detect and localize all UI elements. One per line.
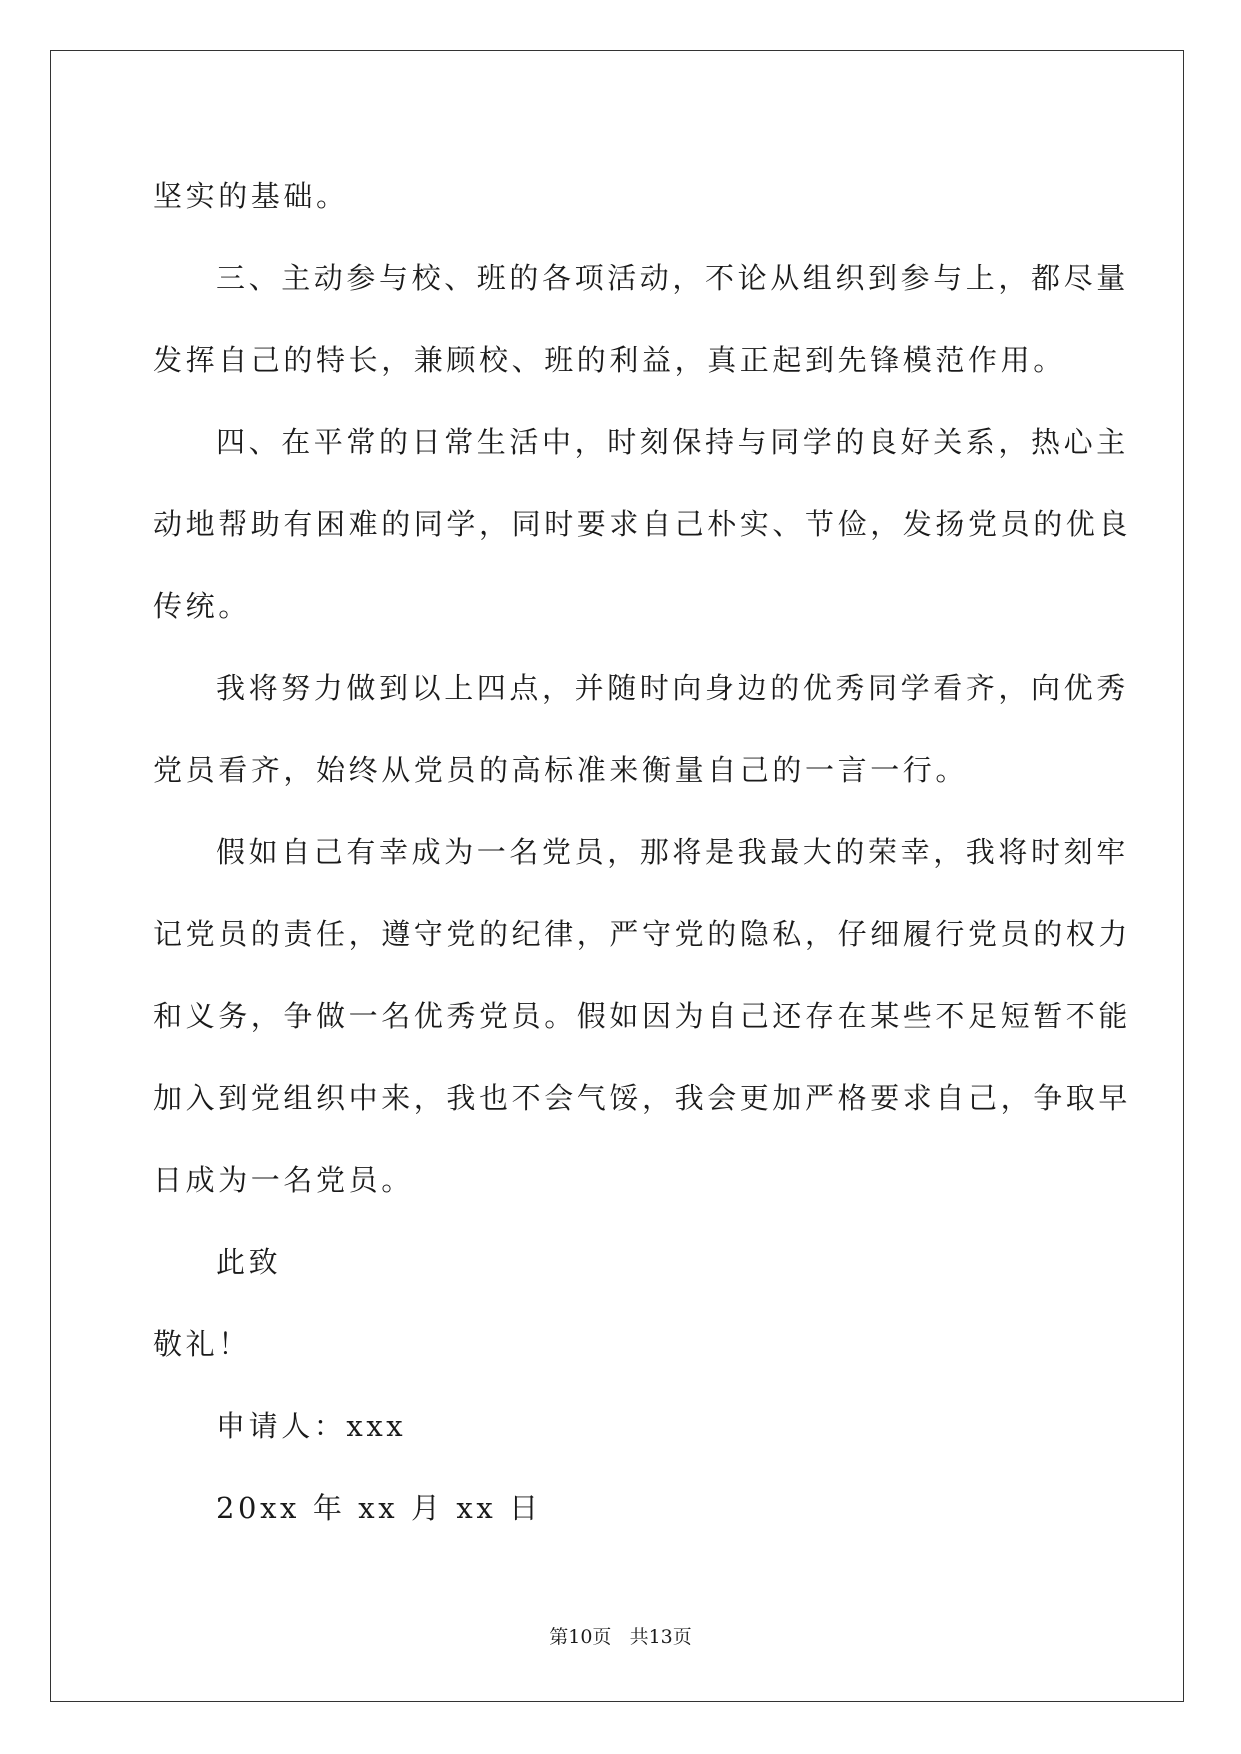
applicant-signature: 申请人：xxx	[216, 1409, 407, 1443]
date-line: 20xx 年 xx 月 xx 日	[216, 1491, 542, 1525]
closing-salutation: 此致	[216, 1245, 282, 1279]
body-line-1: 坚实的基础。	[153, 179, 349, 213]
body-line-9: 假如自己有幸成为一名党员，那将是我最大的荣幸，我将时刻牢	[216, 835, 1129, 869]
page-footer	[0, 1625, 1241, 1649]
body-line-4: 四、在平常的日常生活中，时刻保持与同学的良好关系，热心主	[216, 425, 1129, 459]
body-line-6: 传统。	[153, 589, 251, 623]
body-line-3: 发挥自己的特长，兼顾校、班的利益，真正起到先锋模范作用。	[153, 343, 1066, 377]
body-line-5: 动地帮助有困难的同学，同时要求自己朴实、节俭，发扬党员的优良	[153, 507, 1132, 541]
body-line-10: 记党员的责任，遵守党的纪律，严守党的隐私，仔细履行党员的权力	[153, 917, 1132, 951]
page-total: 共13页	[629, 1626, 692, 1648]
body-line-12: 加入到党组织中来，我也不会气馁，我会更加严格要求自己，争取早	[153, 1081, 1132, 1115]
body-line-7: 我将努力做到以上四点，并随时向身边的优秀同学看齐，向优秀	[216, 671, 1129, 705]
page-number: 第10页	[549, 1626, 612, 1648]
body-line-11: 和义务，争做一名优秀党员。假如因为自己还存在某些不足短暂不能	[153, 999, 1132, 1033]
body-line-13: 日成为一名党员。	[153, 1163, 414, 1197]
body-line-8: 党员看齐，始终从党员的高标准来衡量自己的一言一行。	[153, 753, 969, 787]
body-line-2: 三、主动参与校、班的各项活动，不论从组织到参与上，都尽量	[216, 261, 1129, 295]
closing-regards: 敬礼！	[153, 1327, 251, 1361]
letter-body	[153, 155, 1132, 1549]
